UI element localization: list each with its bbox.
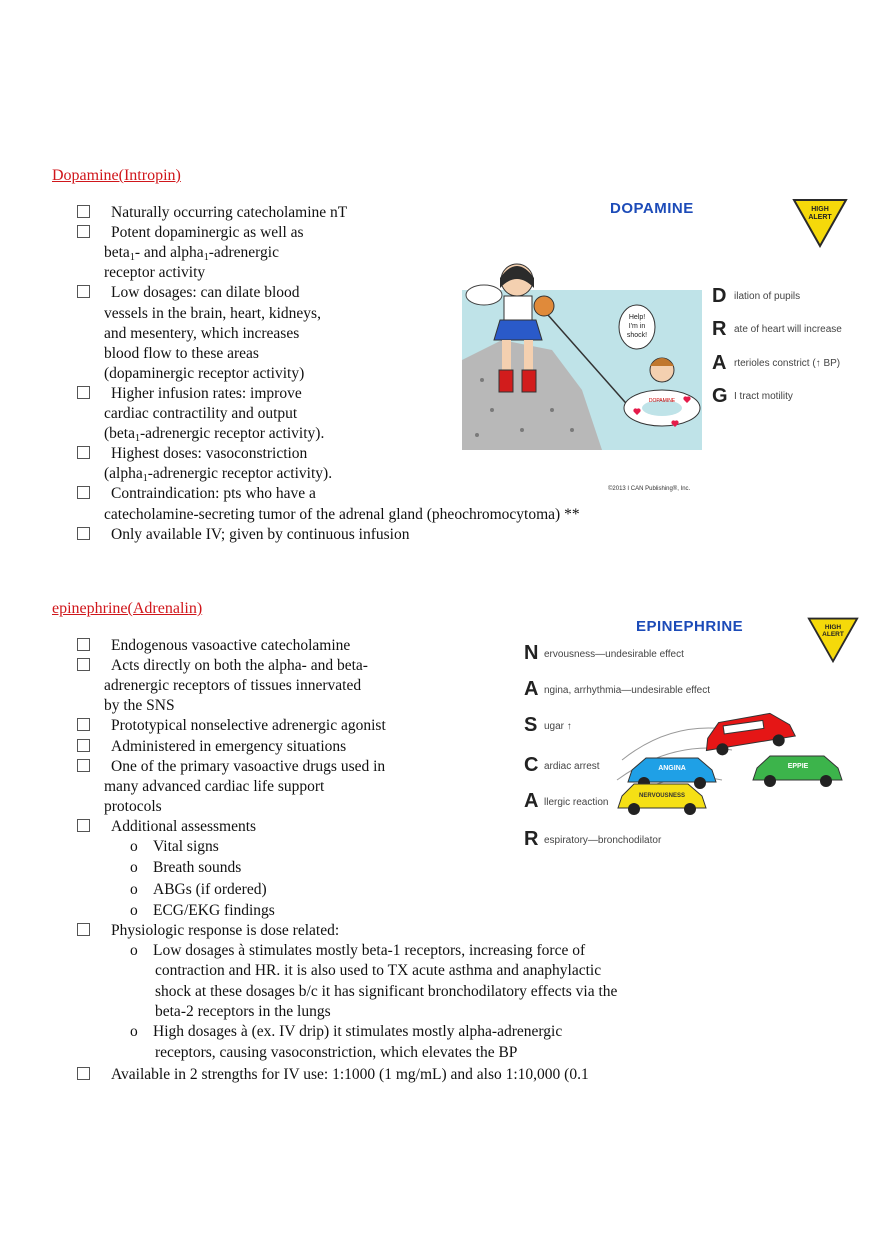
mnemonic-letter: G xyxy=(712,385,728,407)
line-text: shock at these dosages b/c it has significant bronchodilatory effects via the xyxy=(155,982,618,1000)
physio-item-cont xyxy=(155,1002,331,1022)
line-text: Vital signs xyxy=(153,838,219,855)
dopamine-card-title: DOPAMINE xyxy=(610,200,694,217)
dopamine-line xyxy=(104,324,299,344)
bullet-box-icon xyxy=(77,225,90,238)
line-text: ABGs (if ordered) xyxy=(153,880,267,898)
line-text: Only available IV; given by continuous infusion xyxy=(111,525,410,543)
line-text: beta-2 receptors in the lungs xyxy=(155,1002,331,1020)
line-text: High dosages à (ex. IV drip) it stimulates mostly alpha-adrenergic xyxy=(153,1023,563,1041)
epinephrine-line xyxy=(104,777,324,797)
mnemonic-text: I tract motility xyxy=(734,391,793,402)
sub-bullet-icon: o xyxy=(130,901,138,919)
line-text: Low dosages: can dilate blood xyxy=(111,284,300,302)
mnemonic-letter: A xyxy=(524,678,539,700)
line-text: (alpha$_1$-adrenergic receptor activity). xyxy=(104,465,333,485)
dopamine-line xyxy=(104,304,321,324)
assessment-item xyxy=(130,837,219,857)
line-text: Highest doses: vasoconstriction xyxy=(111,445,308,463)
line-text: Available in 2 strengths for IV use: 1:1000 (1 mg/mL) and also 1:10,000 (0.1 xyxy=(111,1066,589,1083)
sub-bullet-icon: o xyxy=(130,1023,138,1041)
line-text: receptors, causing vasoconstriction, which elevates the BP xyxy=(155,1043,518,1061)
line-text: (beta$_1$-adrenergic receptor activity). xyxy=(104,425,325,445)
physio-item xyxy=(130,941,585,961)
mnemonic-text: llergic reaction xyxy=(544,797,609,808)
line-text: by the SNS xyxy=(104,697,175,715)
line-text: Acts directly on both the alpha- and beta- xyxy=(111,657,368,675)
sub-bullet-icon: o xyxy=(130,838,138,855)
bullet-box-icon xyxy=(77,486,90,499)
dopamine-line xyxy=(77,484,316,504)
dopamine-line xyxy=(77,384,302,404)
line-text: Naturally occurring catecholamine nT xyxy=(111,204,348,221)
speech-text-1: Help! xyxy=(628,314,646,321)
assessment-item xyxy=(130,880,267,900)
line-text: Low dosages à stimulates mostly beta-1 receptors, increasing force of xyxy=(153,942,586,959)
line-text: receptor activity xyxy=(104,264,206,282)
bullet-box-icon xyxy=(77,739,90,752)
sub-bullet-icon: o xyxy=(130,880,138,898)
line-text: Breath sounds xyxy=(153,859,242,877)
epinephrine-line xyxy=(104,676,361,696)
dopamine-line xyxy=(104,344,259,364)
bullet-box-icon xyxy=(77,446,90,459)
physio-item-cont xyxy=(155,961,601,981)
mnemonic-text: ervousness—undesirable effect xyxy=(544,649,684,660)
physio-heading xyxy=(77,921,339,941)
physio-item-cont xyxy=(155,1043,517,1063)
line-text: protocols xyxy=(104,797,162,815)
speech-text-3: shock! xyxy=(626,332,648,339)
mnemonic-text: ngina, arrhythmia—undesirable effect xyxy=(544,685,711,696)
car-label-eppie: EPPIE xyxy=(787,763,809,770)
dopamine-line xyxy=(104,404,297,424)
bullet-box-icon xyxy=(77,819,90,832)
line-text: Contraindication: pts who have a xyxy=(111,485,316,503)
line-text: blood flow to these areas xyxy=(104,344,259,362)
line-text: adrenergic receptors of tissues innervated xyxy=(104,677,362,695)
epinephrine-last-line xyxy=(77,1065,589,1085)
mnemonic-text: ardiac arrest xyxy=(544,761,600,772)
bullet-box-icon xyxy=(77,759,90,772)
line-text: ECG/EKG findings xyxy=(153,901,275,919)
line-text: many advanced cardiac life support xyxy=(104,777,325,795)
mnemonic-text: ugar ↑ xyxy=(544,721,572,732)
bullet-box-icon xyxy=(77,1067,90,1080)
mnemonic-text: ate of heart will increase xyxy=(734,324,842,335)
line-text: Administered in emergency situations xyxy=(111,737,347,755)
epinephrine-line xyxy=(77,737,346,757)
high-alert-text-2: ALERT xyxy=(822,631,844,639)
line-text: Potent dopaminergic as well as xyxy=(111,224,304,242)
epinephrine-card xyxy=(512,610,862,860)
high-alert-icon xyxy=(807,614,859,664)
speech-text-2: I'm in xyxy=(628,323,646,330)
mnemonic-text: rterioles constrict (↑ BP) xyxy=(734,358,841,369)
mnemonic-letter: N xyxy=(524,642,539,664)
dopamine-line xyxy=(104,505,580,525)
cars-illustration xyxy=(612,700,862,820)
bullet-box-icon xyxy=(77,386,90,399)
dopamine-line xyxy=(104,364,304,384)
dopamine-line xyxy=(77,525,409,545)
ring-text: DOPAMINE xyxy=(648,398,676,404)
physio-item-cont xyxy=(155,982,617,1002)
dopamine-line xyxy=(77,223,304,243)
bullet-box-icon xyxy=(77,658,90,671)
high-alert-text-1: HIGH xyxy=(811,206,829,213)
mnemonic-letter: R xyxy=(524,828,539,850)
epinephrine-line xyxy=(77,636,350,656)
line-text: (dopaminergic receptor activity) xyxy=(104,364,305,382)
line-text: One of the primary vasoactive drugs used in xyxy=(111,757,386,775)
mnemonic-letter: C xyxy=(524,754,539,776)
mnemonic-letter: A xyxy=(524,790,539,812)
dopamine-line xyxy=(77,283,300,303)
dopamine-copyright: ©2013 I CAN Publishing®, Inc. xyxy=(608,486,691,492)
epinephrine-heading: epinephrine(Adrenalin) xyxy=(52,600,203,617)
mnemonic-text: espiratory—bronchodilator xyxy=(544,835,662,846)
line-text: vessels in the brain, heart, kidneys, xyxy=(104,304,321,322)
dopamine-line xyxy=(77,203,347,223)
line-text: beta$_1$- and alpha$_1$-adrenergic xyxy=(104,244,279,264)
assessment-item xyxy=(130,858,241,878)
dopamine-illustration xyxy=(462,240,702,450)
sub-bullet-icon: o xyxy=(130,859,138,877)
mnemonic-letter: D xyxy=(712,285,727,307)
epinephrine-line xyxy=(77,656,368,676)
line-text: cardiac contractility and output xyxy=(104,405,298,422)
mnemonic-text: ilation of pupils xyxy=(734,291,801,302)
assessment-item xyxy=(130,901,275,921)
line-text: contraction and HR. it is also used to TX acute asthma and anaphylactic xyxy=(155,962,602,980)
bullet-box-icon xyxy=(77,527,90,540)
sub-bullet-icon: o xyxy=(130,942,138,959)
high-alert-text-1: HIGH xyxy=(824,623,842,631)
epinephrine-card-title: EPINEPHRINE xyxy=(636,618,744,635)
bullet-box-icon xyxy=(77,923,90,936)
epinephrine-line xyxy=(77,757,385,777)
bullet-box-icon xyxy=(77,285,90,298)
car-label-angina: ANGINA xyxy=(658,765,686,772)
line-text: Higher infusion rates: improve xyxy=(111,384,302,402)
epinephrine-line xyxy=(77,716,386,736)
line-text: Prototypical nonselective adrenergic agonist xyxy=(111,717,386,735)
bullet-box-icon xyxy=(77,205,90,218)
mnemonic-letter: R xyxy=(712,318,727,340)
dopamine-line xyxy=(77,444,307,464)
dopamine-card xyxy=(462,190,858,500)
high-alert-text-2: ALERT xyxy=(808,214,832,221)
car-label-nervousness: NERVOUSNESS xyxy=(639,793,685,799)
bullet-box-icon xyxy=(77,718,90,731)
epinephrine-line xyxy=(77,817,256,837)
dopamine-line xyxy=(104,263,205,283)
line-text: Physiologic response is dose related: xyxy=(111,922,340,939)
line-text: and mesentery, which increases xyxy=(104,324,300,342)
physio-item xyxy=(130,1022,562,1042)
line-text: Additional assessments xyxy=(111,817,257,835)
mnemonic-letter: A xyxy=(712,352,727,374)
bullet-box-icon xyxy=(77,638,90,651)
high-alert-icon xyxy=(792,196,848,248)
epinephrine-line xyxy=(104,696,175,716)
dopamine-heading: Dopamine(Intropin) xyxy=(52,167,181,184)
line-text: catecholamine-secreting tumor of the adrenal gland (pheochromocytoma) ** xyxy=(104,505,580,523)
mnemonic-letter: S xyxy=(524,714,538,736)
line-text: Endogenous vasoactive catecholamine xyxy=(111,637,351,654)
epinephrine-line xyxy=(104,797,162,817)
